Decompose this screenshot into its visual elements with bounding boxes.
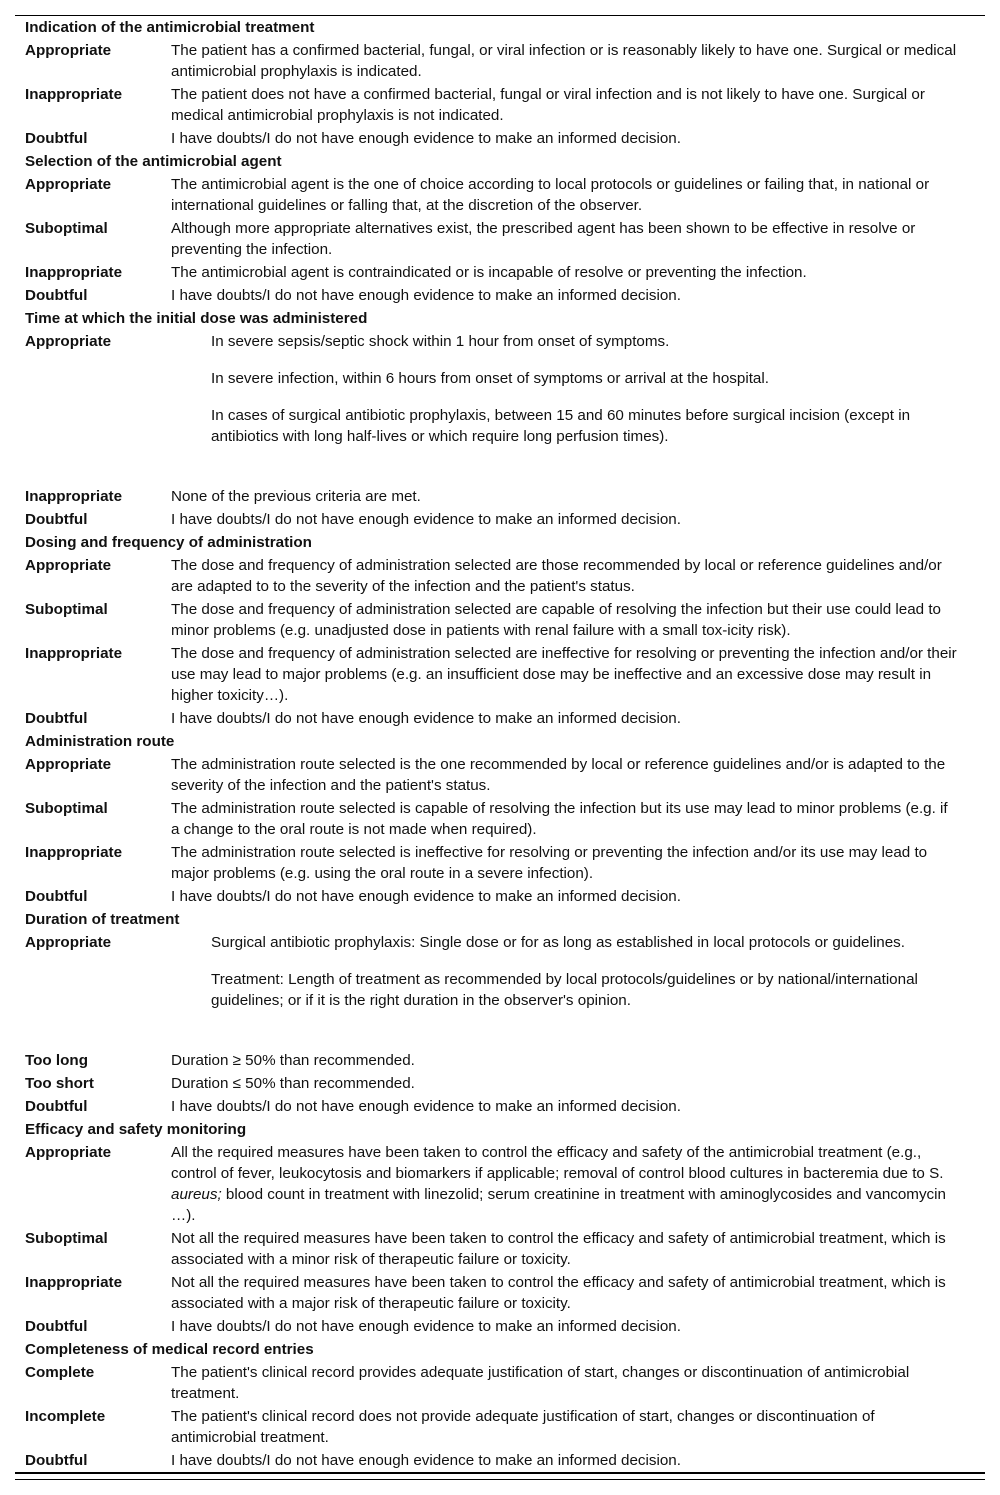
row-label: Doubtful: [25, 511, 88, 528]
row-text: The antimicrobial agent is the one of choice according to local protocols or guidelines or failing that, in national or international guidelines or falling that, at the discretion of the observer.: [171, 176, 930, 214]
row-text: None of the previous criteria are met.: [171, 488, 421, 505]
row-label: Appropriate: [25, 42, 112, 59]
table-row: [25, 1362, 960, 1404]
row-text: The patient's clinical record does not provide adequate justification of start, changes or discontinuation of antimicrobial treatment.: [171, 1408, 875, 1446]
row-label: Inappropriate: [25, 645, 123, 662]
table-row: [25, 84, 960, 126]
table-row: [25, 643, 960, 706]
row-text: Duration ≥ 50% than recommended.: [171, 1052, 415, 1069]
section-heading-efficacy-safety: Efficacy and safety monitoring: [25, 1121, 247, 1138]
row-text: The dose and frequency of administration selected are those recommended by local or reference guidelines and/or are adapted to to the severity of the infection and the patient's status.: [171, 557, 942, 595]
row-text: In severe infection, within 6 hours from onset of symptoms or arrival at the hospital.: [211, 370, 769, 387]
row-label: Doubtful: [25, 888, 88, 905]
row-label: Complete: [25, 1364, 95, 1381]
section-heading-dosing: Dosing and frequency of administration: [25, 534, 312, 551]
row-text: Treatment: Length of treatment as recommended by local protocols/guidelines or by national/international guidelines; or if it is the right duration in the observer's opinion.: [211, 971, 918, 1009]
row-label: Suboptimal: [25, 800, 108, 817]
row-label: Too long: [25, 1052, 88, 1069]
row-label: Appropriate: [25, 934, 112, 951]
row-text: Not all the required measures have been taken to control the efficacy and safety of antimicrobial treatment, which is associated with a minor risk of therapeutic failure or toxicity.: [171, 1230, 946, 1268]
row-text: I have doubts/I do not have enough evidence to make an informed decision.: [171, 710, 681, 727]
table-row: [25, 798, 960, 840]
row-text: The patient's clinical record provides adequate justification of start, changes or discontinuation of antimicrobial treatment.: [171, 1364, 910, 1402]
row-label: Inappropriate: [25, 488, 123, 505]
row-text: I have doubts/I do not have enough evidence to make an informed decision.: [171, 287, 681, 304]
row-text: The dose and frequency of administration selected are capable of resolving the infection but their use could lead to minor problems (e.g. unadjusted dose in patients with renal failure with a small tox-icity risk).: [171, 601, 941, 639]
table-row: [25, 555, 960, 597]
table-row: [25, 1272, 960, 1314]
row-text-part: All the required measures have been taken to control the efficacy and safety of the antimicrobial treatment (e.g., control of fever, leukocytosis and biomarkers if applicable; removal of control blood cultures in bacteremia due to S.: [171, 1144, 944, 1182]
row-label: Appropriate: [25, 557, 112, 574]
row-label: Doubtful: [25, 1098, 88, 1115]
section-heading-duration: Duration of treatment: [25, 911, 180, 928]
row-label: Suboptimal: [25, 220, 108, 237]
row-text-part: blood count in treatment with linezolid; serum creatinine in treatment with aminoglycosides and vancomycin …).: [171, 1186, 946, 1224]
row-text: The patient does not have a confirmed bacterial, fungal or viral infection and is not likely to have one. Surgical or medical antimicrobial prophylaxis is not indicated.: [171, 86, 925, 124]
row-text: I have doubts/I do not have enough evidence to make an informed decision.: [171, 1098, 681, 1115]
section-heading-completeness: Completeness of medical record entries: [25, 1341, 314, 1358]
table-row: [25, 599, 960, 641]
row-text: The administration route selected is ineffective for resolving or preventing the infection and/or its use may lead to major problems (e.g. using the oral route in a severe infection).: [171, 844, 928, 882]
table-row: [25, 754, 960, 796]
row-label: Doubtful: [25, 1318, 88, 1335]
table-row: [25, 842, 960, 884]
row-label: Doubtful: [25, 710, 88, 727]
row-text: I have doubts/I do not have enough evidence to make an informed decision.: [171, 888, 681, 905]
row-label: Suboptimal: [25, 1230, 108, 1247]
row-label: Inappropriate: [25, 844, 123, 861]
row-label: Doubtful: [25, 1452, 88, 1469]
row-label: Appropriate: [25, 756, 112, 773]
row-label: Incomplete: [25, 1408, 106, 1425]
row-label: Inappropriate: [25, 1274, 123, 1291]
row-label: Doubtful: [25, 287, 88, 304]
row-label: Too short: [25, 1075, 94, 1092]
row-label: Inappropriate: [25, 86, 123, 103]
table-row: [25, 40, 960, 82]
table-top-rule: [15, 15, 985, 16]
table-row: [25, 1228, 960, 1270]
section-heading-selection: Selection of the antimicrobial agent: [25, 153, 282, 170]
row-text: Duration ≤ 50% than recommended.: [171, 1075, 415, 1092]
table-row: [25, 1142, 960, 1226]
row-text: The administration route selected is capable of resolving the infection but its use may lead to minor problems (e.g. if a change to the oral route is not made when required).: [171, 800, 948, 838]
table-row: [25, 932, 960, 1042]
species-name: aureus;: [171, 1186, 222, 1203]
row-text: Although more appropriate alternatives exist, the prescribed agent has been shown to be effective in resolve or preventing the infection.: [171, 220, 916, 258]
row-text: The administration route selected is the one recommended by local or reference guidelines and/or is adapted to the severity of the infection and the patient's status.: [171, 756, 946, 794]
row-label: Doubtful: [25, 130, 88, 147]
row-label: Suboptimal: [25, 601, 108, 618]
row-text: I have doubts/I do not have enough evidence to make an informed decision.: [171, 1318, 681, 1335]
row-label: Appropriate: [25, 1144, 112, 1161]
section-heading-administration-route: Administration route: [25, 733, 175, 750]
row-text: The patient has a confirmed bacterial, fungal, or viral infection or is reasonably likely to have one. Surgical or medical antimicrobial prophylaxis is indicated.: [171, 42, 957, 80]
table-bottom-rule-thin: [15, 1479, 985, 1480]
row-label: Inappropriate: [25, 264, 123, 281]
table-row: [25, 218, 960, 260]
row-label: Appropriate: [25, 333, 112, 350]
table-bottom-rule: [15, 1472, 985, 1474]
row-text: I have doubts/I do not have enough evidence to make an informed decision.: [171, 1452, 681, 1469]
row-text: In cases of surgical antibiotic prophylaxis, between 15 and 60 minutes before surgical incision (except in antibiotics with long half-lives or which require long perfusion times).: [211, 407, 911, 445]
row-text: The antimicrobial agent is contraindicated or is incapable of resolve or preventing the infection.: [171, 264, 807, 281]
row-label: Appropriate: [25, 176, 112, 193]
row-text: I have doubts/I do not have enough evidence to make an informed decision.: [171, 130, 681, 147]
row-text: Surgical antibiotic prophylaxis: Single dose or for as long as established in local protocols or guidelines.: [211, 934, 905, 951]
table-row: [25, 1406, 960, 1448]
table-row: [25, 174, 960, 216]
row-text: In severe sepsis/septic shock within 1 hour from onset of symptoms.: [211, 333, 670, 350]
section-heading-indication: Indication of the antimicrobial treatment: [25, 19, 315, 36]
table-row: [25, 331, 960, 481]
row-text: I have doubts/I do not have enough evidence to make an informed decision.: [171, 511, 681, 528]
row-text: Not all the required measures have been taken to control the efficacy and safety of antimicrobial treatment, which is associated with a major risk of therapeutic failure or toxicity.: [171, 1274, 946, 1312]
row-text: The dose and frequency of administration selected are ineffective for resolving or preventing the infection and/or their use may lead to major problems (e.g. an insufficient dose may be ineffective and an excessive dose may result in higher toxicity…).: [171, 645, 957, 704]
row-text: [171, 1142, 960, 1226]
section-heading-time-initial-dose: Time at which the initial dose was administered: [25, 310, 368, 327]
